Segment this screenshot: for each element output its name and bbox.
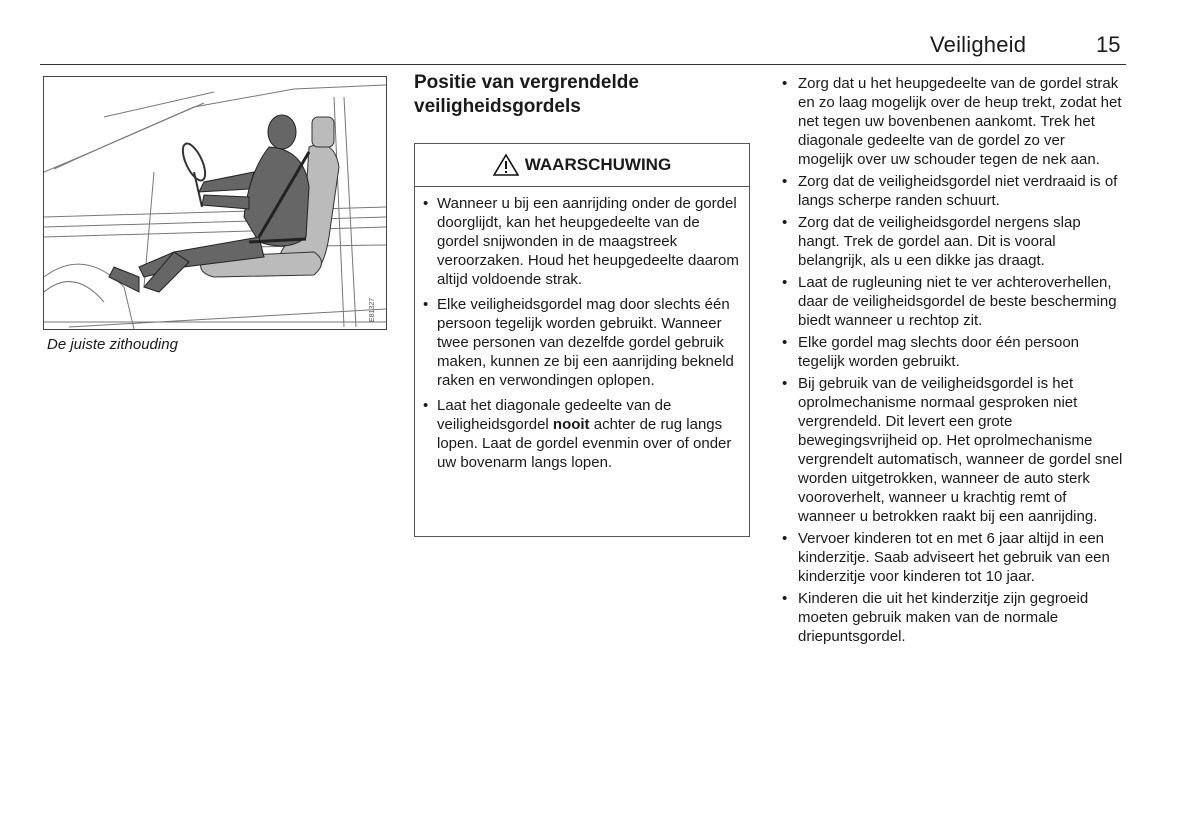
figure-code: E81327 xyxy=(369,297,376,322)
warning-item-text: achter de rug langs lopen. Laat de gordel evenmin over of onder uw bovenarm langs lopen. xyxy=(437,416,732,471)
instruction-item: • Bij gebruik van de veiligheidsgordel is het oprolmechanisme normaal gesproken niet vergrendeld. Dit levert een grote bewegingsvrijheid op. Het oprolmechanisme vergrendelt automatisch, wanneer de gordel snel worden uitgetrokken, wanneer de auto sterk vooroverhelt, wanneer u krachtig remt of wanneer u betrokken raakt bij een aanrijding. xyxy=(782,374,1124,526)
warning-item-emphasis: nooit xyxy=(552,416,590,433)
instruction-item: • Kinderen die uit het kinderzitje zijn gegroeid moeten gebruik maken van de normale driepuntsgordel. xyxy=(782,589,1124,646)
warning-item: • Wanneer u bij een aanrijding onder de gordel doorglijdt, kan het heupgedeelte van de gordel snijwonden in de maagstreek veroorzaken. Houd het heupgedeelte daarom altijd voldoende strak. xyxy=(423,194,741,289)
warning-item: • Elke veiligheidsgordel mag door slechts één persoon tegelijk worden gebruikt. Wanneer twee personen van dezelfde gordel gebruik maken, kunnen ze bij een aanrijding bekneld raken en verwondingen oplopen. xyxy=(423,295,741,390)
instruction-item: • Zorg dat u het heupgedeelte van de gordel strak en zo laag mogelijk over de heup trekt, zodat het net tegen uw bovenbenen aankomt. Trek het diagonale gedeelte van de gordel zo ver mogelijk over uw schouder tegen de nek aan. xyxy=(782,74,1124,169)
section-title-line2: veiligheidsgordels xyxy=(414,96,581,117)
warning-triangle-icon xyxy=(493,154,519,176)
header-divider xyxy=(40,64,1126,65)
warning-list xyxy=(423,194,741,478)
section-header-title: Veiligheid xyxy=(930,32,1027,57)
page-number: 15 xyxy=(1096,32,1121,57)
figure-caption: De juiste zithouding xyxy=(47,336,178,353)
driver-seat-drawing xyxy=(44,77,386,329)
instruction-item: • Elke gordel mag slechts door één persoon tegelijk worden gebruikt. xyxy=(782,333,1124,371)
section-title xyxy=(414,71,744,119)
warning-item xyxy=(423,396,741,472)
instruction-item: • Zorg dat de veiligheidsgordel nergens slap hangt. Trek de gordel aan. Dit is vooral belangrijk, als u een dikke jas draagt. xyxy=(782,213,1124,270)
instruction-item: • Zorg dat de veiligheidsgordel niet verdraaid is of langs scherpe randen schuurt. xyxy=(782,172,1124,210)
section-title-line1: Positie van vergrendelde xyxy=(414,72,639,93)
warning-title: WAARSCHUWING xyxy=(524,155,672,174)
instruction-list xyxy=(782,74,1124,649)
instruction-item: • Vervoer kinderen tot en met 6 jaar altijd in een kinderzitje. Saab adviseert het gebruik van een kinderzitje voor kinderen tot 10 jaar. xyxy=(782,529,1124,586)
warning-box xyxy=(414,143,750,537)
seating-position-illustration xyxy=(43,76,387,330)
warning-item-text: Laat het diagonale gedeelte van de veiligheidsgordel xyxy=(437,397,672,433)
instruction-item: • Laat de rugleuning niet te ver achteroverhellen, daar de veiligheidsgordel de beste bescherming biedt wanneer u rechtop zit. xyxy=(782,273,1124,330)
warning-header xyxy=(415,144,749,187)
